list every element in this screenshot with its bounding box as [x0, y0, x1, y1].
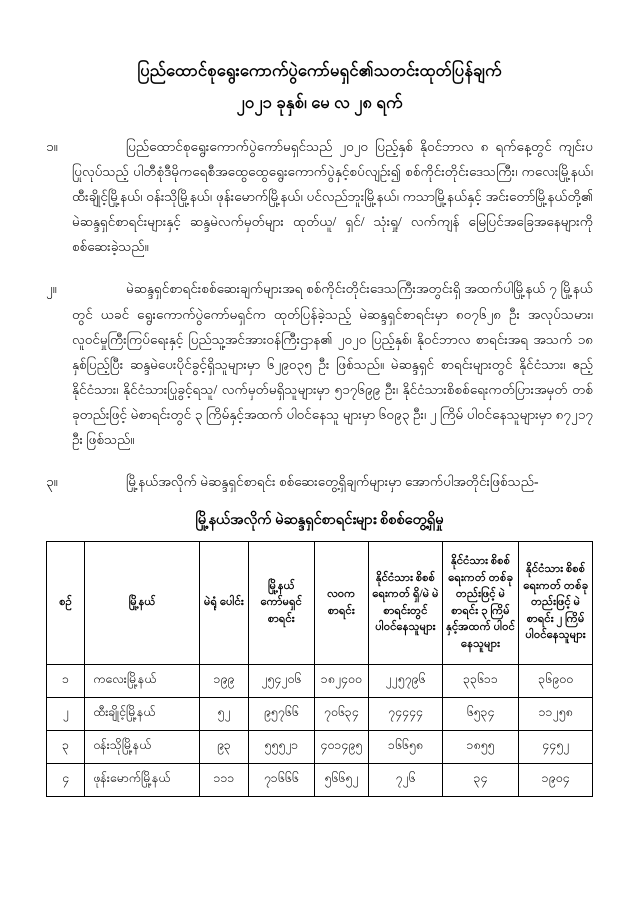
table-header-row [47, 541, 593, 664]
cell-commission-list: ၂၅၄၂၀၆ [249, 664, 315, 697]
cell-township: ဖုန်းမောက်မြို့နယ် [85, 763, 200, 796]
cell-no-id-in-list: ၇၂၆ [369, 763, 443, 796]
table-caption: မြို့နယ်အလိုက် မဲဆန္ဒရှင်စာရင်းများ စိစစ်တွေ့ရှိမှု [195, 511, 444, 528]
cell-three-or-more-times: ၃၃၆၁၁ [442, 664, 518, 697]
column-header-immigration-list: လဝက စာရင်း [314, 541, 369, 664]
column-header-two-times: နိုင်ငံသား စိစစ်ရေးကတ် တစ်ခုတည်းဖြင့် မဲစာရင်း ၂ ကြိမ် ပါဝင်နေသူများ [519, 541, 593, 664]
cell-immigration-list: ၇၀၆၃၄ [314, 697, 369, 730]
cell-commission-list: ၉၅၇၆၆ [249, 697, 315, 730]
paragraph-2-text: မဲဆန္ဒရှင်စာရင်းစစ်ဆေးချက်များအရ စစ်ကိုင်းတိုင်းဒေသကြီးအတွင်းရှိ အထက်ပါမြို့နယ် ၇ မြို့နယ်တွင် ယခင် ရွေးကောက်ပွဲကော်မရှင်က ထုတ်ပြန်ခဲ့သည့် မဲဆန္ဒရှင်စာရင်းမှာ ၈၀၇၆၂၈ ဦး အလုပ်သမား၊ လူဝင်မှုကြီးကြပ်ရေးနှင့် ပြည်သူ့အင်အားဝန်ကြီးဌာန၏ ၂၀၂၀ ပြည့်နှစ်၊ နိုဝင်ဘာလ စာရင်းအရ အသက် ၁၈ နှစ်ပြည့်ပြီး ဆန္ဒမဲပေးပိုင်ခွင့်ရှိသူများမှာ ၆၂၉၀၃၅ ဦး ဖြစ်သည်။ မဲဆန္ဒရှင် စာရင်းများတွင် နိုင်ငံသား၊ ဧည့်နိုင်ငံသား၊ နိုင်ငံသားပြုခွင့်ရသူ/ လက်မှတ်မရှိသူများမှာ ၅၁၇၆၉၉ ဦး၊ နိုင်ငံသားစိစစ်ရေးကတ်ပြားအမှတ် တစ်ခုတည်းဖြင့် မဲစာရင်းတွင် ၃ ကြိမ်နှင့်အထက် ပါဝင်နေသူ များမှာ ၆၀၉၃ ဦး၊ ၂ ကြိမ် ပါဝင်နေသူများမှာ ၈၇၂၁၇ ဦး ဖြစ်သည်။ [72, 281, 593, 448]
table-row [47, 697, 593, 730]
page-title: ပြည်ထောင်စုရွေးကောက်ပွဲကော်မရှင်၏သတင်းထုတ်ပြန်ချက် [137, 61, 502, 80]
cell-polling-stations: ၁၁၁ [199, 763, 248, 796]
cell-immigration-list: ၄၀၁၄၉၅ [314, 730, 369, 763]
cell-township: ကလေးမြို့နယ် [85, 664, 200, 697]
cell-three-or-more-times: ၆၅၃၄ [442, 697, 518, 730]
paragraph-2 [46, 276, 593, 452]
cell-polling-stations: ၁၉၉ [199, 664, 248, 697]
column-header-three-or-more-times: နိုင်ငံသား စိစစ်ရေးကတ် တစ်ခုတည်းဖြင့် မဲစာရင်း ၃ ကြိမ် နှင့်အထက် ပါဝင်နေသူများ [442, 541, 518, 664]
cell-three-or-more-times: ၁၈၅၅ [442, 730, 518, 763]
cell-two-times: ၄၄၅၂ [519, 730, 593, 763]
cell-immigration-list: ၁၈၂၄၀၀ [314, 664, 369, 697]
cell-polling-stations: ၅၂ [199, 697, 248, 730]
cell-no: ၃ [47, 730, 85, 763]
cell-no: ၁ [47, 664, 85, 697]
paragraph-2-marker: ၂။ [46, 281, 57, 297]
paragraph-1 [46, 134, 593, 260]
table-row [47, 664, 593, 697]
cell-no-id-in-list: ၁၆၆၅၈ [369, 730, 443, 763]
column-header-township: မြို့နယ် [85, 541, 200, 664]
cell-township: ဝန်းသိုမြို့နယ် [85, 730, 200, 763]
paragraph-1-marker: ၁။ [46, 138, 58, 154]
paragraph-3-marker: ၃။ [46, 474, 58, 490]
cell-immigration-list: ၅၆၆၅၂ [314, 763, 369, 796]
voter-roll-table [46, 541, 593, 797]
table-row [47, 763, 593, 796]
paragraph-3 [46, 469, 593, 494]
cell-two-times: ၁၉၀၄ [519, 763, 593, 796]
column-header-no-id-in-list: နိုင်ငံသား စိစစ်ရေးကတ် ရှိ/မဲ မဲစာရင်းတွင် ပါဝင်နေသူများ [369, 541, 443, 664]
cell-no-id-in-list: ၂၂၅၇၉၆ [369, 664, 443, 697]
cell-commission-list: ၇၁၆၆၆ [249, 763, 315, 796]
cell-two-times: ၃၆၉၀၀ [519, 664, 593, 697]
page-subtitle: ၂၀၂၁ ခုနှစ်၊ မေ လ ၂၈ ရက် [236, 93, 403, 113]
table-row [47, 730, 593, 763]
column-header-no: စဉ် [47, 541, 85, 664]
cell-township: ထီးချိုင့်မြို့နယ် [85, 697, 200, 730]
cell-no: ၂ [47, 697, 85, 730]
column-header-polling-stations: မဲရုံ ပေါင်း [199, 541, 248, 664]
cell-no-id-in-list: ၇၄၄၄၄ [369, 697, 443, 730]
cell-no: ၄ [47, 763, 85, 796]
cell-polling-stations: ၉၃ [199, 730, 248, 763]
paragraph-1-text: ပြည်ထောင်စုရွေးကောက်ပွဲကော်မရှင်သည် ၂၀၂၀ ပြည့်နှစ် နိုဝင်ဘာလ ၈ ရက်နေ့တွင် ကျင်းပပြုလုပ်သည့် ပါတီစုံဒီမိုကရေစီအထွေထွေရွေးကောက်ပွဲနှင့်စပ်လျဉ်း၍ စစ်ကိုင်းတိုင်းဒေသကြီး၊ ကလေးမြို့နယ်၊ ထီးချိုင့်မြို့နယ်၊ ဝန်းသိုမြို့နယ်၊ ဖုန်းမောက်မြို့နယ်၊ ပင်လည်ဘူးမြို့နယ်၊ ကသာမြို့နယ်နှင့် အင်းတော်မြို့နယ်တို့၏ မဲဆန္ဒရှင်စာရင်းများနှင့် ဆန္ဒမဲလက်မှတ်များ ထုတ်ယူ/ ရှင်/ သုံးရှု/ လက်ကျန် မြေပြင်အခြေအနေများကို စစ်ဆေးခဲ့သည်။ [72, 138, 593, 255]
column-header-commission-list: မြို့နယ် ကော်မရှင် စာရင်း [249, 541, 315, 664]
cell-commission-list: ၅၅၅၂၁ [249, 730, 315, 763]
cell-three-or-more-times: ၃၄ [442, 763, 518, 796]
cell-two-times: ၁၁၂၅၈ [519, 697, 593, 730]
paragraph-3-text: မြို့နယ်အလိုက် မဲဆန္ဒရှင်စာရင်း စစ်ဆေးတွေ့ရှိချက်များမှာ အောက်ပါအတိုင်းဖြစ်သည်- [126, 474, 539, 490]
